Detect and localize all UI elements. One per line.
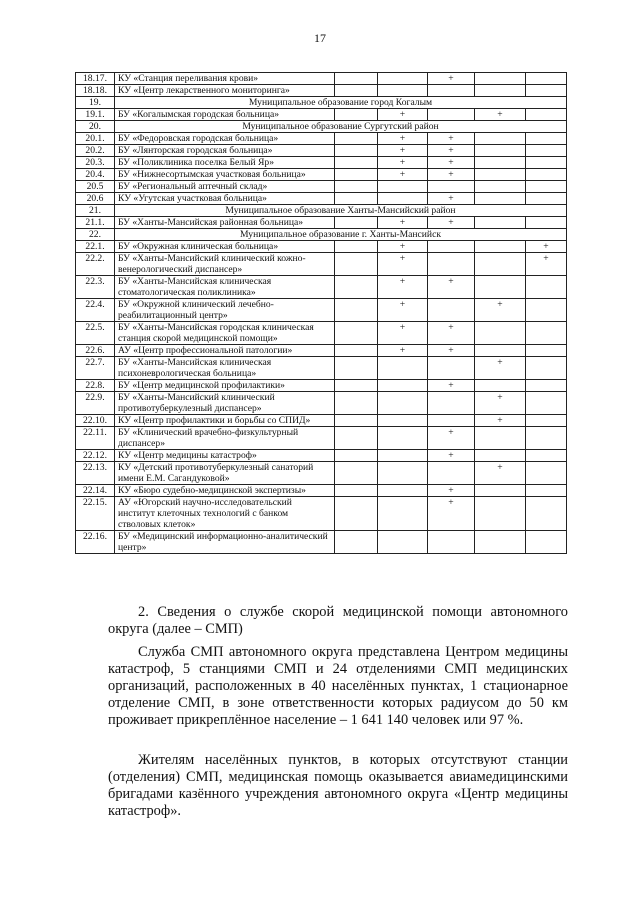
- table-row: [76, 276, 567, 299]
- row-number: 22.9.: [76, 392, 115, 415]
- mark-cell: +: [475, 415, 526, 427]
- mark-cell: [526, 357, 567, 380]
- mark-cell: [428, 253, 475, 276]
- mark-cell: [475, 181, 526, 193]
- row-number: 22.10.: [76, 415, 115, 427]
- mark-cell: [526, 133, 567, 145]
- institution-name: КУ «Центр лекарственного мониторинга»: [115, 85, 335, 97]
- mark-cell: [526, 450, 567, 462]
- mark-cell: [335, 276, 378, 299]
- row-number: 22.7.: [76, 357, 115, 380]
- mark-cell: [526, 415, 567, 427]
- mark-cell: [526, 497, 567, 531]
- mark-cell: [335, 145, 378, 157]
- mark-cell: [335, 133, 378, 145]
- mark-cell: +: [378, 253, 428, 276]
- institutions-table: [75, 72, 567, 554]
- mark-cell: [335, 253, 378, 276]
- mark-cell: [335, 427, 378, 450]
- mark-cell: +: [475, 392, 526, 415]
- mark-cell: +: [428, 380, 475, 392]
- institution-name: БУ «Ханты-Мансийский клинический противотуберкулезный диспансер»: [115, 392, 335, 415]
- mark-cell: +: [428, 497, 475, 531]
- mark-cell: [526, 109, 567, 121]
- mark-cell: [526, 169, 567, 181]
- row-number: 22.1.: [76, 241, 115, 253]
- mark-cell: +: [378, 345, 428, 357]
- mark-cell: [335, 85, 378, 97]
- mark-cell: [475, 73, 526, 85]
- mark-cell: [428, 241, 475, 253]
- mark-cell: [335, 169, 378, 181]
- mark-cell: [475, 485, 526, 497]
- mark-cell: +: [378, 145, 428, 157]
- mark-cell: +: [526, 253, 567, 276]
- table-row: [76, 241, 567, 253]
- row-number: 21.: [76, 205, 115, 217]
- mark-cell: [335, 299, 378, 322]
- mark-cell: [428, 299, 475, 322]
- mark-cell: +: [428, 276, 475, 299]
- table-row: [76, 322, 567, 345]
- table-section-row: [76, 205, 567, 217]
- mark-cell: [335, 380, 378, 392]
- institution-name: БУ «Клинический врачебно-физкультурный диспансер»: [115, 427, 335, 450]
- mark-cell: [335, 415, 378, 427]
- mark-cell: +: [378, 109, 428, 121]
- table-row: [76, 73, 567, 85]
- mark-cell: +: [378, 322, 428, 345]
- mark-cell: [526, 145, 567, 157]
- mark-cell: [378, 531, 428, 554]
- mark-cell: [475, 253, 526, 276]
- mark-cell: +: [378, 169, 428, 181]
- mark-cell: [526, 485, 567, 497]
- mark-cell: [335, 109, 378, 121]
- institution-name: БУ «Нижнесортымская участковая больница»: [115, 169, 335, 181]
- mark-cell: [428, 462, 475, 485]
- table-row: [76, 109, 567, 121]
- mark-cell: [335, 462, 378, 485]
- mark-cell: +: [428, 193, 475, 205]
- mark-cell: [335, 241, 378, 253]
- row-number: 20.2.: [76, 145, 115, 157]
- institution-name: КУ «Станция переливания крови»: [115, 73, 335, 85]
- mark-cell: [378, 193, 428, 205]
- mark-cell: +: [428, 427, 475, 450]
- mark-cell: +: [475, 299, 526, 322]
- section-title: Муниципальное образование Сургутский район: [115, 121, 567, 133]
- mark-cell: [526, 276, 567, 299]
- row-number: 19.1.: [76, 109, 115, 121]
- mark-cell: [428, 85, 475, 97]
- table-row: [76, 450, 567, 462]
- table-section-row: [76, 121, 567, 133]
- mark-cell: [526, 322, 567, 345]
- table-row: [76, 253, 567, 276]
- mark-cell: [475, 241, 526, 253]
- table-row: [76, 193, 567, 205]
- table-row: [76, 85, 567, 97]
- row-number: 20.: [76, 121, 115, 133]
- mark-cell: +: [428, 485, 475, 497]
- mark-cell: [378, 427, 428, 450]
- row-number: 20.1.: [76, 133, 115, 145]
- table-section-row: [76, 97, 567, 109]
- mark-cell: [378, 85, 428, 97]
- mark-cell: +: [428, 345, 475, 357]
- row-number: 18.17.: [76, 73, 115, 85]
- mark-cell: [335, 531, 378, 554]
- mark-cell: [475, 145, 526, 157]
- mark-cell: [335, 497, 378, 531]
- mark-cell: [526, 345, 567, 357]
- row-number: 22.8.: [76, 380, 115, 392]
- mark-cell: [526, 85, 567, 97]
- mark-cell: +: [526, 241, 567, 253]
- row-number: 20.6: [76, 193, 115, 205]
- mark-cell: [475, 276, 526, 299]
- row-number: 21.1.: [76, 217, 115, 229]
- mark-cell: [526, 462, 567, 485]
- institution-name: КУ «Центр медицины катастроф»: [115, 450, 335, 462]
- table-row: [76, 145, 567, 157]
- mark-cell: +: [475, 462, 526, 485]
- institution-name: БУ «Ханты-Мансийский клинический кожно-венерологический диспансер»: [115, 253, 335, 276]
- table-row: [76, 485, 567, 497]
- mark-cell: [378, 485, 428, 497]
- row-number: 18.18.: [76, 85, 115, 97]
- mark-cell: +: [428, 157, 475, 169]
- mark-cell: [526, 73, 567, 85]
- table-row: [76, 427, 567, 450]
- mark-cell: +: [378, 157, 428, 169]
- mark-cell: +: [428, 450, 475, 462]
- institution-name: БУ «Когалымская городская больница»: [115, 109, 335, 121]
- mark-cell: [475, 217, 526, 229]
- mark-cell: [378, 73, 428, 85]
- mark-cell: [378, 462, 428, 485]
- institution-name: БУ «Региональный аптечный склад»: [115, 181, 335, 193]
- page-number: 17: [314, 31, 326, 45]
- mark-cell: +: [378, 133, 428, 145]
- mark-cell: [526, 427, 567, 450]
- institution-name: БУ «Центр медицинской профилактики»: [115, 380, 335, 392]
- mark-cell: [428, 357, 475, 380]
- institution-name: БУ «Федоровская городская больница»: [115, 133, 335, 145]
- row-number: 22.: [76, 229, 115, 241]
- mark-cell: [526, 380, 567, 392]
- table-row: [76, 345, 567, 357]
- institution-name: АУ «Югорский научно-исследовательский институт клеточных технологий с банком стволовых клеток»: [115, 497, 335, 531]
- mark-cell: [475, 322, 526, 345]
- institution-name: БУ «Ханты-Мансийская клиническая стоматологическая поликлиника»: [115, 276, 335, 299]
- mark-cell: [475, 380, 526, 392]
- mark-cell: [378, 357, 428, 380]
- table-section-row: [76, 229, 567, 241]
- mark-cell: [428, 531, 475, 554]
- institution-name: БУ «Окружной клинический лечебно-реабилитационный центр»: [115, 299, 335, 322]
- paragraph-ambulance-service: Служба СМП автономного округа представлена Центром медицины катастроф, 5 станциями СМП и 24 отделениями СМП медицинских организаций, расположенных в 40 населённых пунктах, 1 стационарное отделение СМП, в зоне ответственности которых радиусом до 50 км проживает прикреплённое население – 1 641 140 человек или 97 %.: [108, 644, 568, 728]
- mark-cell: [335, 345, 378, 357]
- mark-cell: [475, 85, 526, 97]
- mark-cell: [526, 531, 567, 554]
- mark-cell: +: [428, 145, 475, 157]
- mark-cell: [378, 181, 428, 193]
- row-number: 22.16.: [76, 531, 115, 554]
- mark-cell: +: [475, 109, 526, 121]
- institution-name: БУ «Поликлиника поселка Белый Яр»: [115, 157, 335, 169]
- table-row: [76, 169, 567, 181]
- table-body: [76, 73, 567, 554]
- mark-cell: [428, 181, 475, 193]
- mark-cell: [526, 181, 567, 193]
- table-row: [76, 392, 567, 415]
- mark-cell: [526, 157, 567, 169]
- mark-cell: +: [378, 299, 428, 322]
- row-number: 22.13.: [76, 462, 115, 485]
- mark-cell: [475, 345, 526, 357]
- mark-cell: +: [428, 73, 475, 85]
- section-title: Муниципальное образование г. Ханты-Мансийск: [115, 229, 567, 241]
- mark-cell: [378, 392, 428, 415]
- mark-cell: [475, 193, 526, 205]
- institution-name: АУ «Центр профессиональной патологии»: [115, 345, 335, 357]
- row-number: 22.14.: [76, 485, 115, 497]
- institution-name: КУ «Бюро судебно-медицинской экспертизы»: [115, 485, 335, 497]
- table-row: [76, 133, 567, 145]
- section-title: Муниципальное образование Ханты-Мансийский район: [115, 205, 567, 217]
- row-number: 22.12.: [76, 450, 115, 462]
- table-row: [76, 380, 567, 392]
- institution-name: КУ «Детский противотуберкулезный санаторий имени Е.М. Сагандуковой»: [115, 462, 335, 485]
- mark-cell: +: [428, 217, 475, 229]
- mark-cell: +: [428, 169, 475, 181]
- institution-name: БУ «Медицинский информационно-аналитический центр»: [115, 531, 335, 554]
- row-number: 22.3.: [76, 276, 115, 299]
- institution-name: БУ «Окружная клиническая больница»: [115, 241, 335, 253]
- mark-cell: [335, 217, 378, 229]
- mark-cell: [428, 415, 475, 427]
- mark-cell: +: [475, 357, 526, 380]
- institution-name: БУ «Ханты-Мансийская клиническая психоневрологическая больница»: [115, 357, 335, 380]
- institution-name: КУ «Центр профилактики и борьбы со СПИД»: [115, 415, 335, 427]
- mark-cell: [335, 485, 378, 497]
- mark-cell: +: [378, 217, 428, 229]
- mark-cell: [335, 322, 378, 345]
- mark-cell: [428, 392, 475, 415]
- table-row: [76, 357, 567, 380]
- mark-cell: [475, 450, 526, 462]
- mark-cell: [475, 497, 526, 531]
- paragraph-air-ambulance: Жителям населённых пунктов, в которых отсутствуют станции (отделения) СМП, медицинская помощь оказывается авиамедицинскими бригадами казённого учреждения автономного округа «Центр медицины катастроф».: [108, 752, 568, 819]
- section-heading-ambulance: 2. Сведения о службе скорой медицинской помощи автономного округа (далее – СМП): [108, 604, 568, 637]
- mark-cell: +: [428, 322, 475, 345]
- row-number: 20.5: [76, 181, 115, 193]
- table-row: [76, 157, 567, 169]
- institution-name: БУ «Ханты-Мансийская районная больница»: [115, 217, 335, 229]
- mark-cell: [475, 157, 526, 169]
- mark-cell: [475, 531, 526, 554]
- row-number: 20.4.: [76, 169, 115, 181]
- table-row: [76, 181, 567, 193]
- mark-cell: [475, 133, 526, 145]
- row-number: 22.11.: [76, 427, 115, 450]
- section-title: Муниципальное образование город Когалым: [115, 97, 567, 109]
- row-number: 22.6.: [76, 345, 115, 357]
- mark-cell: +: [378, 241, 428, 253]
- mark-cell: [335, 450, 378, 462]
- row-number: 22.5.: [76, 322, 115, 345]
- table-row: [76, 497, 567, 531]
- row-number: 22.4.: [76, 299, 115, 322]
- row-number: 20.3.: [76, 157, 115, 169]
- institution-name: БУ «Ханты-Мансийская городская клиническая станция скорой медицинской помощи»: [115, 322, 335, 345]
- mark-cell: [335, 357, 378, 380]
- mark-cell: [378, 415, 428, 427]
- table-row: [76, 299, 567, 322]
- mark-cell: [335, 157, 378, 169]
- mark-cell: [378, 497, 428, 531]
- row-number: 19.: [76, 97, 115, 109]
- mark-cell: [526, 193, 567, 205]
- mark-cell: [526, 392, 567, 415]
- mark-cell: [475, 427, 526, 450]
- mark-cell: [335, 73, 378, 85]
- mark-cell: [526, 299, 567, 322]
- mark-cell: [378, 380, 428, 392]
- mark-cell: [378, 450, 428, 462]
- mark-cell: [335, 392, 378, 415]
- mark-cell: [475, 169, 526, 181]
- mark-cell: [335, 193, 378, 205]
- mark-cell: [428, 109, 475, 121]
- table-row: [76, 462, 567, 485]
- row-number: 22.2.: [76, 253, 115, 276]
- mark-cell: +: [428, 133, 475, 145]
- mark-cell: +: [378, 276, 428, 299]
- institution-name: КУ «Угутская участковая больница»: [115, 193, 335, 205]
- mark-cell: [526, 217, 567, 229]
- table-row: [76, 415, 567, 427]
- mark-cell: [335, 181, 378, 193]
- row-number: 22.15.: [76, 497, 115, 531]
- institution-name: БУ «Лянторская городская больница»: [115, 145, 335, 157]
- table-row: [76, 531, 567, 554]
- table-row: [76, 217, 567, 229]
